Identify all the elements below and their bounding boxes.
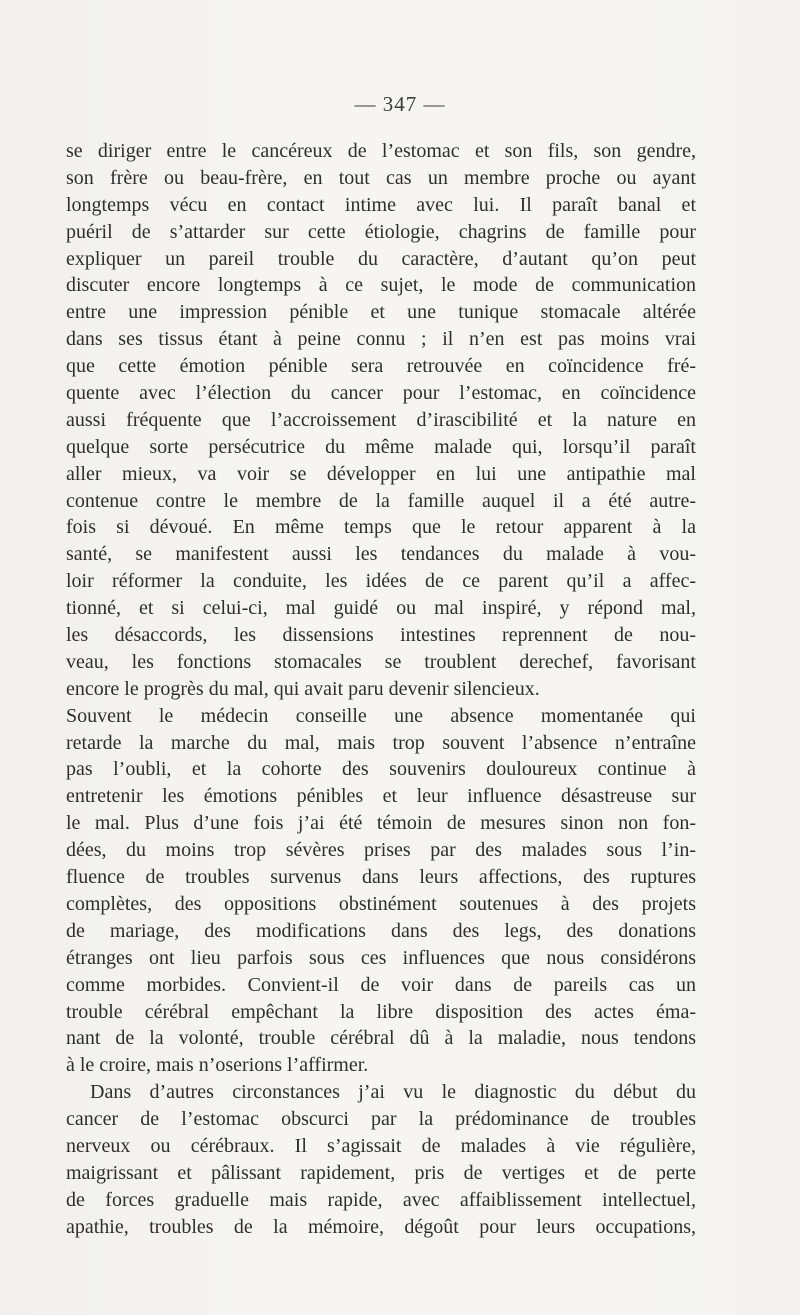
text-line: entretenir les émotions pénibles et leur influence désastreuse sur — [66, 785, 696, 808]
text-line: encore le progrès du mal, qui avait paru devenir silencieux. — [66, 677, 540, 700]
text-line: quelque sorte persécutrice du même malade qui, lorsqu’il paraît — [66, 435, 696, 458]
text-line: que cette émotion pénible sera retrouvée en coïncidence fré- — [66, 355, 696, 378]
text-line: pas l’oubli, et la cohorte des souvenirs douloureux continue à — [66, 758, 696, 781]
text-line: de mariage, des modifications dans des legs, des donations — [66, 919, 696, 942]
text-body — [66, 138, 696, 1241]
text-line: se diriger entre le cancéreux de l’estomac et son fils, son gendre, — [66, 140, 696, 162]
text-line: étranges ont lieu parfois sous ces influences que nous considérons — [66, 946, 696, 969]
text-line: santé, se manifestent aussi les tendances du malade à vou- — [66, 543, 696, 566]
text-line: trouble cérébral empêchant la libre disposition des actes éma- — [66, 1000, 696, 1023]
text-line: cancer de l’estomac obscurci par la prédominance de troubles — [66, 1108, 696, 1131]
text-line: expliquer un pareil trouble du caractère, d’autant qu’on peut — [66, 247, 696, 270]
text-line: comme morbides. Convient-il de voir dans de pareils cas un — [66, 973, 696, 996]
text-line: les désaccords, les dissensions intestines reprennent de nou- — [66, 624, 696, 647]
text-line: discuter encore longtemps à ce sujet, le mode de communication — [66, 274, 696, 297]
text-line: aller mieux, va voir se développer en lui une antipathie mal — [66, 462, 696, 485]
text-line: quente avec l’élection du cancer pour l’estomac, en coïncidence — [66, 382, 696, 405]
text-line: entre une impression pénible et une tunique stomacale altérée — [66, 301, 696, 324]
text-line: Souvent le médecin conseille une absence momentanée qui — [66, 704, 696, 727]
text-line: fois si dévoué. En même temps que le retour apparent à la — [66, 516, 696, 539]
text-line: nant de la volonté, trouble cérébral dû à la maladie, nous tendons — [66, 1027, 696, 1050]
text-line: tionné, et si celui-ci, mal guidé ou mal inspiré, y répond mal, — [66, 597, 696, 620]
text-line: nerveux ou cérébraux. Il s’agissait de malades à vie régulière, — [66, 1134, 696, 1157]
text-line: de forces graduelle mais rapide, avec affaiblissement intellectuel, — [66, 1188, 696, 1211]
text-line: dées, du moins trop sévères prises par des malades sous l’in- — [66, 839, 696, 862]
text-line: longtemps vécu en contact intime avec lui. Il paraît banal et — [66, 193, 696, 216]
text-line: apathie, troubles de la mémoire, dégoût pour leurs occupations, — [66, 1215, 696, 1238]
text-line: son frère ou beau-frère, en tout cas un membre proche ou ayant — [66, 166, 696, 189]
text-line: puéril de s’attarder sur cette étiologie, chagrins de famille pour — [66, 220, 696, 243]
text-line: contenue contre le membre de la famille auquel il a été autre- — [66, 489, 696, 512]
text-line: dans ses tissus étant à peine connu ; il n’en est pas moins vrai — [66, 328, 696, 351]
text-line: loir réformer la conduite, les idées de ce parent qu’il a affec- — [66, 570, 696, 593]
text-line: veau, les fonctions stomacales se troublent derechef, favorisant — [66, 650, 696, 673]
text-line: maigrissant et pâlissant rapidement, pris de vertiges et de perte — [66, 1161, 696, 1184]
text-line: aussi fréquente que l’accroissement d’irascibilité et la nature en — [66, 408, 696, 431]
text-line: le mal. Plus d’une fois j’ai été témoin de mesures sinon non fon- — [66, 812, 696, 835]
text-line: fluence de troubles survenus dans leurs affections, des ruptures — [66, 866, 696, 889]
page-number: — 347 — — [354, 92, 446, 116]
text-line: Dans d’autres circonstances j’ai vu le diagnostic du début du — [90, 1081, 696, 1104]
text-line: retarde la marche du mal, mais trop souvent l’absence n’entraîne — [66, 731, 696, 754]
text-line: complètes, des oppositions obstinément soutenues à des projets — [66, 892, 696, 915]
text-line: à le croire, mais n’oserions l’affirmer. — [66, 1054, 369, 1077]
